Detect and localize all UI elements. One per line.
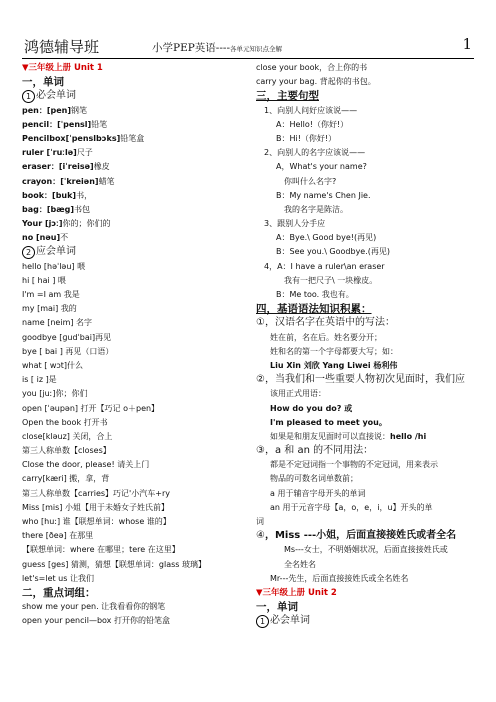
right-column [256, 61, 480, 629]
unit2-must-heading [256, 614, 480, 628]
opt-word-row: open [ˈəupən] 打开【巧记 o＋pen】 [22, 403, 160, 413]
sentence-line: A：Hello!（你好!） [276, 119, 349, 129]
sentence-line: A：Bye.\ Good bye!(再见) [276, 233, 377, 243]
grammar-item [256, 373, 480, 387]
opt-word-row: 第三人称单数【closes】 [22, 446, 111, 456]
word-term: Your [jɔː] [22, 219, 63, 229]
opt-word-row: 【联想单词：where 在哪里；tere 在这里】 [22, 545, 180, 555]
grammar-line: 全名姓名 [284, 559, 316, 569]
opt-word-row: you [juː]你；你们 [22, 389, 88, 399]
phrase-row: open your pencil—box 打开你的铅笔盒 [22, 616, 170, 626]
opt-word-row: hi [ hai ] 喂 [22, 275, 66, 285]
grammar-line: 该用正式用语： [270, 389, 326, 399]
grammar-example: Liu Xin 刘欣 Yang Liwei 杨利伟 [270, 360, 398, 370]
must-word-row [22, 132, 244, 146]
word-meaning: 尺子 [76, 148, 93, 158]
word-meaning: 铅笔盒 [120, 133, 145, 143]
word-term: Pencilbox[ˈpenslbɔks] [22, 133, 121, 143]
left-column [22, 61, 244, 629]
opt-word-row: what [ wɔt]什么 [22, 360, 84, 370]
section-words-heading: 一，单词 [22, 76, 64, 89]
sentence-line: 你叫什么名字? [284, 176, 337, 186]
opt-word-row: hello [həˈləu] 喂 [22, 261, 86, 271]
unit-heading: ▼三年级上册 Unit 1 [22, 63, 103, 73]
opt-word-row: Close the door, please! 请关上门 [22, 460, 150, 470]
sentence-line: 我的名字是陈洁。 [284, 204, 348, 214]
word-term: crayon：[ˈkreiən] [22, 176, 99, 186]
grammar-line: 词 [256, 517, 264, 526]
word-term: no [nəu] [22, 233, 61, 243]
grammar-number: ④ [256, 530, 265, 542]
sentence-item: 4，A：I have a ruler\an eraser [264, 261, 385, 271]
word-term: eraser：[iˈreisə] [22, 162, 94, 172]
sentence-line: A，What's your name? [276, 162, 367, 172]
grammar-line: an 用于元音字母【a，o，e，i，u】开头的单 [270, 502, 433, 512]
header-subtitle [152, 40, 282, 55]
sentence-line: 我有一把尺子\ 一块橡皮。 [284, 275, 378, 285]
must-word-row [22, 118, 244, 132]
grammar-text: ，a 和 an 的不同用法： [264, 445, 374, 457]
word-term: pencil：[ˈpensl] [22, 119, 92, 129]
opt-word-row: close[kləuz] 关闭，合上 [22, 431, 113, 441]
must-word-row [22, 146, 244, 160]
opt-word-row: there [ðeə] 在那里 [22, 531, 94, 541]
opt-word-row: 第三人称单数【carries】巧记'小汽车+ry [22, 488, 170, 498]
sentence-item: 1、向别人问好应该说—— [264, 105, 358, 115]
grammar-line: 物品的可数名词单数前； [270, 474, 358, 484]
must-word-row [22, 104, 244, 118]
must-word-row [22, 231, 244, 245]
grammar-item [256, 444, 480, 458]
must-word-row [22, 217, 244, 231]
word-meaning: 铅笔 [91, 119, 108, 129]
sentence-line: B：My name's Chen Jie. [276, 190, 371, 200]
grammar-line: Ms---女士，不明婚姻状况，后面直接接姓氏或 [284, 545, 448, 555]
section-phrases-heading: 二，重点词组： [22, 586, 96, 599]
grammar-text: ，Miss ---小姐，后面直接接姓氏或者全名 [264, 530, 457, 542]
opt-word-row: Open the book 打开书 [22, 417, 108, 427]
circled-number: 1 [22, 90, 35, 103]
brand-title: 鸿德辅导班 [24, 38, 100, 56]
word-meaning: 书， [76, 190, 93, 200]
grammar-item [256, 316, 480, 330]
grammar-text: ，汉语名字在英语中的写法： [264, 317, 395, 329]
word-meaning: 钢笔 [71, 105, 88, 115]
grammar-number: ① [256, 317, 265, 329]
grammar-line: a 用于辅音字母开头的单词 [270, 488, 366, 498]
word-meaning: 不 [60, 233, 69, 243]
grammar-line: 姓和名的第一个字母都要大写；如： [270, 346, 398, 356]
opt-words-heading [22, 245, 244, 259]
must-words-label: 必会单词 [36, 90, 76, 102]
phrase-list [22, 600, 244, 628]
header-subtitle-main: 小学PEP英语---- [152, 42, 230, 54]
grammar-line: 都是不定冠词指一个事物的不定冠词，用来表示 [270, 460, 438, 470]
unit2-words-heading: 一，单词 [256, 601, 298, 614]
opt-word-row: let's=let us 让我们 [22, 573, 94, 583]
grammar-example: I'm pleased to meet you。 [270, 417, 387, 427]
grammar-item [256, 529, 480, 543]
header-subtitle-small: 各单元知识点全解 [230, 45, 282, 53]
word-meaning: 橡皮 [93, 162, 110, 172]
word-meaning: 你的；你们的 [62, 219, 111, 229]
sentence-line: B：Hi!（你好!） [276, 133, 337, 143]
word-meaning: 蜡笔 [98, 176, 115, 186]
section-sentences-heading: 三，主要句型 [256, 90, 319, 103]
must-words-heading [22, 89, 244, 103]
word-term: pen：[pen] [22, 105, 72, 115]
must-word-row [22, 160, 244, 174]
phrase-line: close your book，合上你的书 [256, 63, 368, 72]
sentence-item: 2、向别人的名字应该说—— [264, 148, 366, 158]
phrase-row: show me your pen. 让我看看你的钢笔 [22, 602, 166, 612]
word-meaning: 书包 [74, 204, 90, 214]
page-header [22, 36, 474, 59]
phrase-line: carry your bag. 背起你的书包。 [256, 77, 376, 87]
must-word-row [22, 189, 244, 203]
opt-word-row: bye [ bai ] 再见（口语） [22, 346, 114, 356]
opt-word-row: guess [ges] 猜测，猜想【联想单词：glass 玻璃】 [22, 559, 206, 569]
grammar-text: ，当我们和一些重要人物初次见面时，我们应 [264, 374, 465, 386]
must-words-label: 必会单词 [270, 615, 310, 627]
opt-word-row: goodbye [ɡudˈbai]再见 [22, 332, 112, 342]
opt-word-row: carry[kæri] 搬，拿，背 [22, 474, 110, 484]
opt-word-row: my [mai] 我的 [22, 304, 77, 314]
opt-word-row: Miss [mis] 小姐【用于未婚女子姓氏前】 [22, 502, 169, 512]
word-term: bag：[bæg] [22, 204, 74, 214]
grammar-line [256, 430, 480, 444]
grammar-example: How do you do? 或 [270, 403, 353, 413]
sentence-line: B：Me too. 我也有。 [276, 290, 354, 299]
grammar-text: 如果是和朋友见面时可以直接说： [270, 431, 390, 441]
opt-words-list [22, 260, 244, 586]
opt-word-row: who [huː] 谁【联想单词：whose 谁的】 [22, 517, 171, 526]
page-number: 1 [462, 35, 472, 53]
must-word-row [22, 175, 244, 189]
section-grammar-heading: 四，基语语法知识积累： [256, 303, 372, 316]
grammar-number: ② [256, 374, 265, 386]
sentence-item: 3、跟别人分手应 [264, 219, 326, 229]
opt-words-label: 应会单词 [36, 246, 76, 258]
must-words-list [22, 104, 244, 246]
opt-word-row: is [ iz ]是 [22, 375, 57, 385]
unit2-heading: ▼三年级上册 Unit 2 [256, 587, 337, 598]
word-term: ruler [ˈruːlə] [22, 148, 77, 158]
opt-word-row: I'm =I am 我是 [22, 290, 80, 299]
sentence-line: B：See you.\ Goodbye.(再见) [276, 247, 391, 257]
grammar-line: Mr---先生，后面直接接姓氏或全名姓名 [270, 573, 409, 583]
grammar-line: 姓在前，名在后。姓名要分开； [270, 332, 382, 342]
word-term: book：[buk] [22, 190, 77, 200]
opt-word-row: name [neim] 名字 [22, 318, 93, 328]
grammar-example: hello /hi [390, 431, 427, 441]
grammar-number: ③ [256, 445, 265, 457]
circled-number: 2 [22, 246, 35, 259]
circled-number: 1 [256, 615, 269, 628]
must-word-row [22, 203, 244, 217]
